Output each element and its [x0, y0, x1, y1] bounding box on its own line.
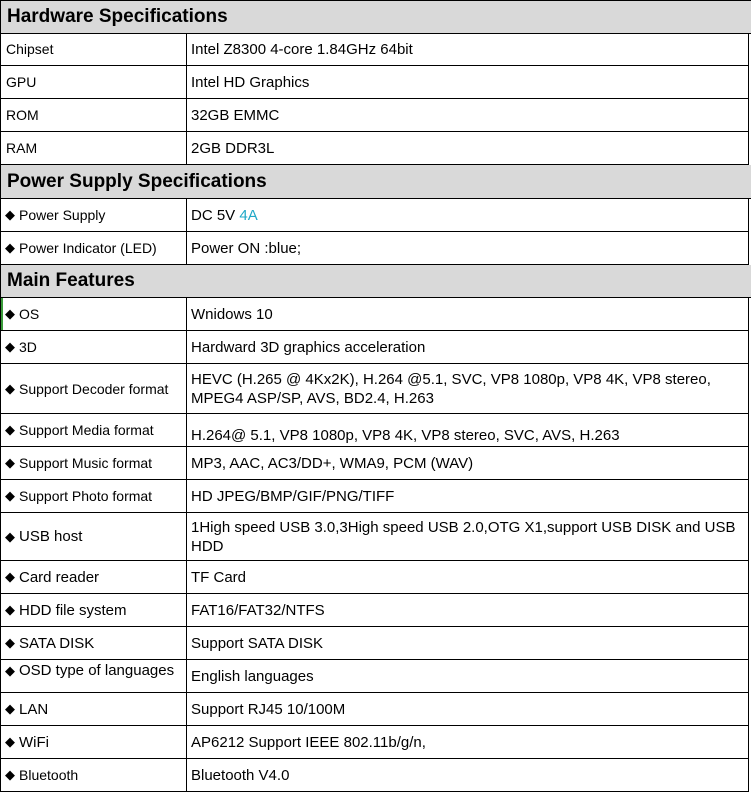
value-text: Intel HD Graphics	[191, 73, 310, 91]
section-title: Power Supply Specifications	[7, 171, 267, 192]
label-text: Support Media format	[19, 422, 154, 438]
spec-row-power-indicator	[0, 232, 749, 265]
spec-row-bluetooth	[0, 759, 749, 792]
spec-value	[188, 298, 748, 330]
spec-row-wifi	[0, 726, 749, 759]
spec-label	[1, 414, 187, 446]
spec-value	[188, 480, 748, 512]
value-text: DC 5V	[191, 206, 240, 224]
label-text: Power Supply	[19, 207, 106, 223]
spec-value	[188, 660, 748, 692]
label-text: HDD file system	[19, 601, 127, 619]
spec-label	[1, 693, 187, 725]
spec-value	[188, 726, 748, 758]
bullet-icon: ◆	[5, 240, 15, 255]
value-text: FAT16/FAT32/NTFS	[191, 601, 325, 619]
spec-value	[188, 199, 748, 231]
spec-label	[1, 33, 187, 65]
spec-value	[188, 364, 748, 413]
value-text: Hardward 3D graphics acceleration	[191, 338, 426, 356]
section-title: Main Features	[7, 270, 135, 291]
spec-label	[1, 99, 187, 131]
value-text: Support SATA DISK	[191, 634, 324, 652]
spec-value	[188, 693, 748, 725]
label-text: Power Indicator (LED)	[19, 240, 157, 256]
spec-value	[188, 66, 748, 98]
spec-row-usb-host	[0, 513, 749, 561]
label-text: LAN	[19, 700, 49, 718]
spec-row-sata	[0, 627, 749, 660]
bullet-icon: ◆	[5, 734, 15, 749]
label-text: WiFi	[19, 733, 49, 751]
label-text: USB host	[19, 528, 83, 545]
value-text: AP6212 Support IEEE 802.11b/g/n,	[191, 733, 426, 751]
label-text: GPU	[6, 74, 37, 90]
spec-label	[1, 331, 187, 363]
spec-row-os	[0, 298, 749, 331]
value-text: Support RJ45 10/100M	[191, 700, 346, 718]
spec-value	[188, 447, 748, 479]
label-text: Support Decoder format	[19, 380, 169, 397]
spec-value	[188, 627, 748, 659]
value-text: 32GB EMMC	[191, 106, 280, 124]
bullet-icon: ◆	[5, 635, 15, 650]
bullet-icon: ◆	[5, 455, 15, 470]
spec-row-card-reader	[0, 561, 749, 594]
label-text: Chipset	[6, 41, 54, 57]
spec-label	[1, 660, 187, 692]
section-main-features-title	[0, 265, 751, 298]
bullet-icon: ◆	[5, 488, 15, 503]
label-text: Card reader	[19, 568, 100, 586]
bullet-icon: ◆	[5, 602, 15, 617]
spec-value	[188, 132, 748, 164]
spec-row-music	[0, 447, 749, 480]
spec-label	[1, 132, 187, 164]
spec-label	[1, 726, 187, 758]
bullet-icon: ◆	[5, 380, 15, 396]
label-text: RAM	[6, 140, 38, 156]
spec-label	[1, 232, 187, 264]
spec-row-hdd-fs	[0, 594, 749, 627]
spec-label	[1, 447, 187, 479]
spec-row-ram	[0, 132, 749, 165]
bullet-icon: ◆	[5, 207, 15, 222]
spec-row-power-supply	[0, 199, 749, 232]
spec-value	[188, 594, 748, 626]
value-text: 1High speed USB 3.0,3High speed USB 2.0,OTG X1,support USB DISK and USB HDD	[191, 518, 736, 555]
spec-row-rom	[0, 99, 749, 132]
bullet-icon: ◆	[5, 528, 15, 544]
spec-label	[1, 480, 187, 512]
spec-value	[188, 561, 748, 593]
spec-label	[1, 364, 187, 413]
spec-row-3d	[0, 331, 749, 364]
value-text: MP3, AAC, AC3/DD+, WMA9, PCM (WAV)	[191, 454, 474, 472]
spec-label	[1, 66, 187, 98]
spec-value	[188, 759, 748, 791]
label-text: SATA DISK	[19, 634, 95, 652]
label-text: Support Photo format	[19, 488, 153, 504]
spec-label	[1, 513, 187, 560]
spec-value	[188, 33, 748, 65]
spec-label	[1, 759, 187, 791]
value-text: Power ON :blue;	[191, 239, 302, 257]
bullet-icon: ◆	[5, 422, 15, 437]
label-text: OSD type of languages	[19, 662, 175, 679]
bullet-icon: ◆	[5, 701, 15, 716]
value-text: 2GB DDR3L	[191, 139, 275, 157]
spec-value	[188, 232, 748, 264]
value-text: HEVC (H.265 @ 4Kx2K), H.264 @5.1, SVC, VP8 1080p, VP8 4K, VP8 stereo, MPEG4 ASP/SP, AVS, BD2.4, H.263	[191, 370, 711, 407]
label-text: 3D	[19, 339, 37, 355]
spec-value	[188, 414, 748, 446]
value-text: H.264@ 5.1, VP8 1080p, VP8 4K, VP8 stereo, SVC, AVS, H.263	[191, 427, 620, 444]
value-text: TF Card	[191, 568, 247, 586]
spec-label	[1, 298, 187, 330]
section-hardware-title	[0, 0, 751, 34]
label-text: Support Music format	[19, 455, 153, 471]
value-text: HD JPEG/BMP/GIF/PNG/TIFF	[191, 487, 395, 505]
value-text: Bluetooth V4.0	[191, 766, 290, 784]
spec-value	[188, 99, 748, 131]
label-text: ROM	[6, 107, 39, 123]
label-text: OS	[19, 306, 40, 322]
section-title: Hardware Specifications	[7, 6, 228, 27]
spec-value	[188, 513, 748, 560]
section-power-title	[0, 165, 751, 199]
spec-row-gpu	[0, 66, 749, 99]
spec-row-photo	[0, 480, 749, 513]
spec-row-decoder	[0, 364, 749, 414]
spec-label	[1, 561, 187, 593]
bullet-icon: ◆	[5, 306, 15, 321]
spec-row-lan	[0, 693, 749, 726]
spec-row-osd-languages	[0, 660, 749, 693]
bullet-icon: ◆	[5, 663, 15, 678]
spec-label	[1, 594, 187, 626]
spec-label	[1, 199, 187, 231]
spec-label	[1, 627, 187, 659]
value-accent: 4A	[239, 206, 258, 224]
bullet-icon: ◆	[5, 767, 15, 782]
spec-row-media	[0, 414, 749, 447]
value-text: Intel Z8300 4-core 1.84GHz 64bit	[191, 40, 413, 58]
value-text: Wnidows 10	[191, 305, 273, 323]
bullet-icon: ◆	[5, 569, 15, 584]
spec-row-chipset	[0, 33, 749, 66]
label-text: Bluetooth	[19, 767, 79, 783]
value-text: English languages	[191, 667, 314, 685]
spec-value	[188, 331, 748, 363]
bullet-icon: ◆	[5, 339, 15, 354]
